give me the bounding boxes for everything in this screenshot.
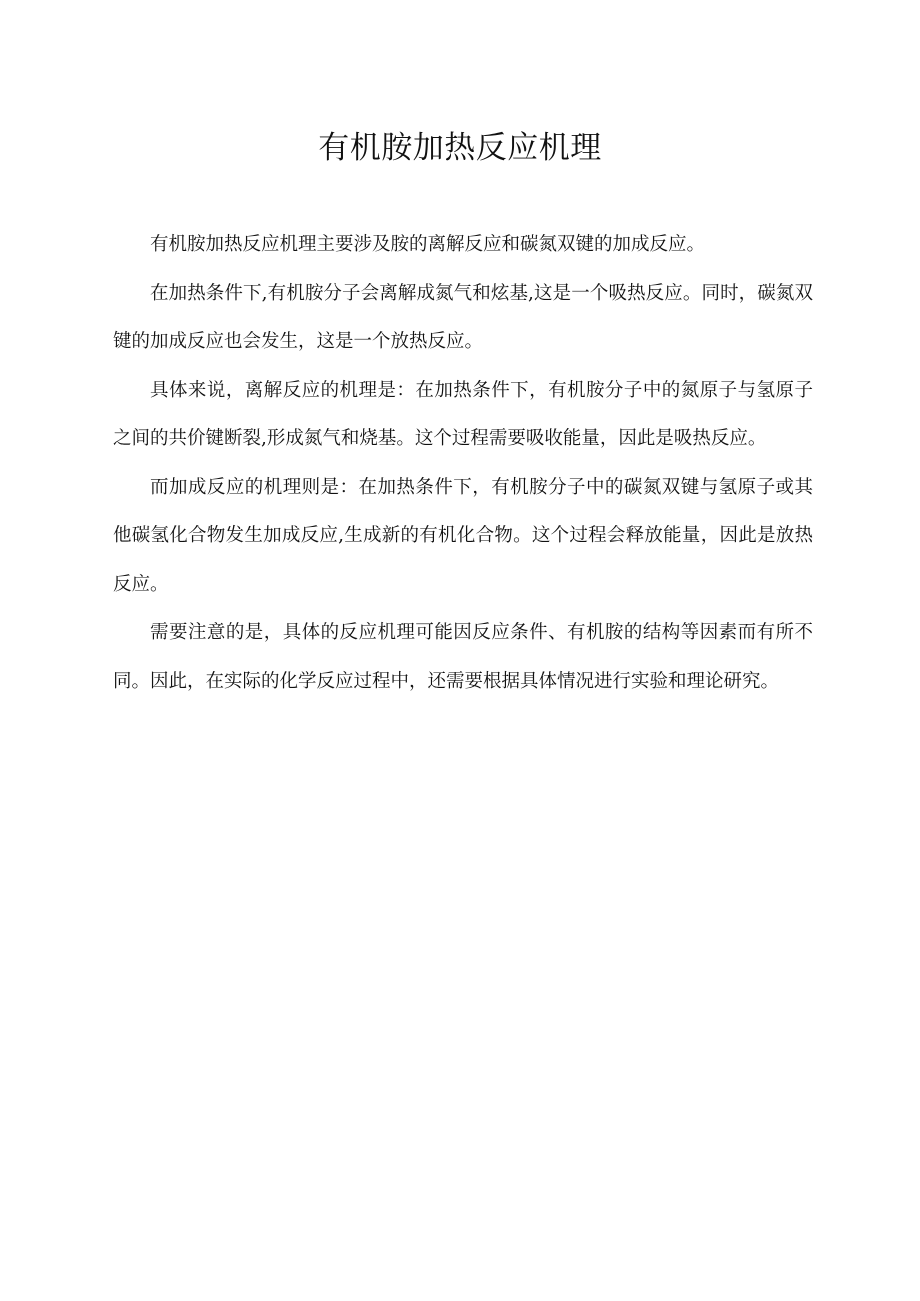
document-body xyxy=(113,221,813,706)
paragraph-3: 具体来说，离解反应的机理是：在加热条件下，有机胺分子中的氮原子与氢原子之间的共价键断裂,形成氮气和烧基。这个过程需要吸收能量，因此是吸热反应。 xyxy=(113,379,813,449)
paragraph-1: 有机胺加热反应机理主要涉及胺的离解反应和碳氮双键的加成反应。 xyxy=(150,234,706,255)
document-title: 有机胺加热反应机理 xyxy=(318,130,602,166)
paragraph-2: 在加热条件下,有机胺分子会离解成氮气和炫基,这是一个吸热反应。同时，碳氮双键的加成反应也会发生，这是一个放热反应。 xyxy=(113,282,813,352)
paragraph-4: 而加成反应的机理则是：在加热条件下，有机胺分子中的碳氮双键与氢原子或其他碳氢化合物发生加成反应,生成新的有机化合物。这个过程会释放能量，因此是放热反应。 xyxy=(113,476,813,595)
paragraph-5: 需要注意的是，具体的反应机理可能因反应条件、有机胺的结构等因素而有所不同。因此，在实际的化学反应过程中，还需要根据具体情况进行实验和理论研究。 xyxy=(113,622,813,692)
